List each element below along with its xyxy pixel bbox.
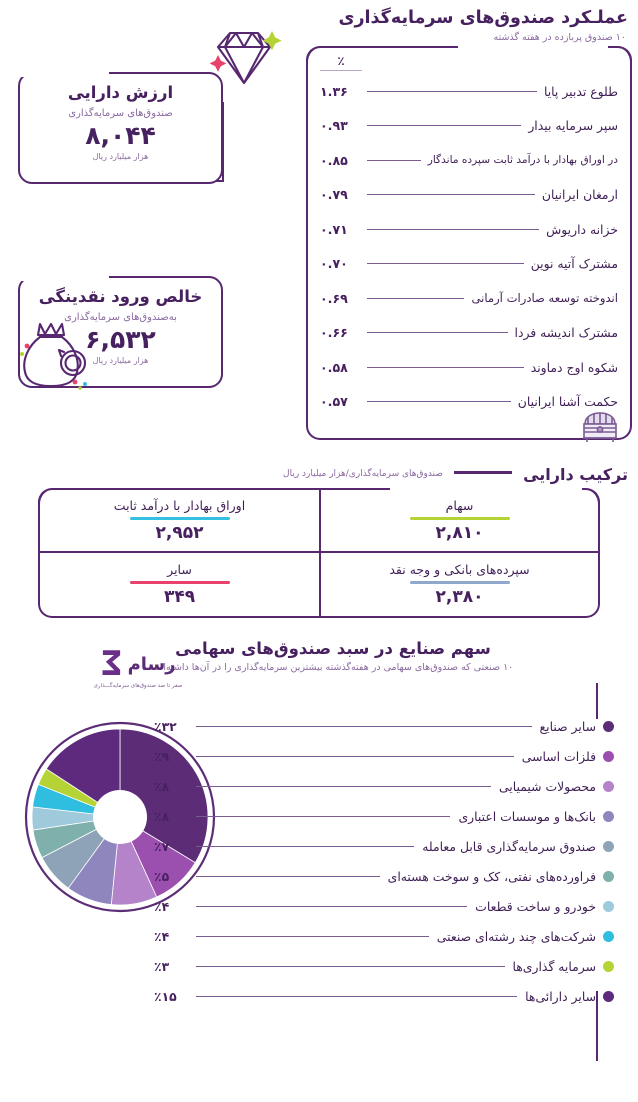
kpi-value: ۶,۵۳۲ — [85, 324, 156, 354]
fund-row[interactable] — [320, 178, 618, 213]
leader-line — [367, 91, 537, 92]
legend-item[interactable] — [154, 801, 614, 831]
composition-frame — [38, 490, 600, 618]
legend-value: ٪۳۲ — [154, 718, 177, 734]
legend-value: ٪۴ — [154, 928, 170, 944]
fund-row[interactable] — [320, 316, 618, 351]
cell-label: سهام — [445, 497, 474, 513]
legend-label: سایر دارائی‌ها — [525, 988, 596, 1004]
fund-row[interactable] — [320, 247, 618, 282]
kpi-value: ۸,۰۴۴ — [85, 120, 156, 150]
cell-label: اوراق بهادار با درآمد ثابت — [113, 497, 246, 513]
leader-line — [196, 966, 505, 967]
legend-bullet-icon — [603, 901, 614, 912]
fund-value: ۰.۷۰ — [320, 256, 348, 272]
cell-label: سایر — [167, 561, 192, 577]
fund-value: ۰.۹۳ — [320, 118, 348, 134]
fund-row[interactable] — [320, 74, 618, 109]
panel-subtitle: ۱۰ صندوق پربازده در هفته گذشته — [493, 31, 626, 43]
legend-label: سرمایه گذاری‌ها — [512, 958, 596, 974]
leader-line — [367, 194, 535, 195]
rasam-logo — [78, 644, 198, 690]
fund-name: خزانه داریوش — [546, 221, 618, 237]
panel-title: عملـکرد صندوق‌های سرمایه‌گذاری — [338, 8, 628, 28]
logo-wordmark: رسام — [127, 653, 176, 675]
cell-color-bar — [410, 581, 510, 584]
leader-line — [196, 816, 450, 817]
percent-header: ٪ — [320, 54, 362, 71]
leader-line — [367, 229, 539, 230]
treasure-chest-icon — [580, 410, 620, 444]
legend-label: فلزات اساسی — [521, 748, 596, 764]
cell-color-bar — [130, 517, 230, 520]
industry-subtitle: ۱۰ صنعتی که صندوق‌های سهامی در هفته‌گذشته بیشترین سرمایه‌گذاری را در آن‌ها داشته‌اند. — [152, 662, 514, 673]
legend-label: بانک‌ها و موسسات اعتباری — [458, 808, 596, 824]
fund-name: اندوخته توسعه صادرات آرمانی — [471, 291, 618, 306]
composition-cell-stocks — [319, 490, 598, 553]
donut-hole — [93, 790, 147, 844]
fund-value: ۱.۳۶ — [320, 83, 348, 99]
top-section — [0, 0, 638, 450]
cell-value: ۲,۳۸۰ — [435, 587, 484, 608]
composition-cell-other — [40, 553, 319, 616]
fund-name: مشترک آتیه نوین — [530, 256, 618, 272]
title-rule — [454, 471, 512, 473]
fund-value: ۰.۸۵ — [320, 152, 348, 168]
fund-performance-panel — [304, 8, 634, 440]
leader-line — [196, 726, 532, 727]
legend-bullet-icon — [603, 811, 614, 822]
kpi-card-asset-value — [18, 72, 223, 184]
leader-line — [367, 367, 524, 368]
kpi-title: ارزش دارایی — [67, 83, 174, 102]
fund-value: ۰.۶۹ — [320, 290, 348, 306]
industry-legend — [154, 711, 614, 1011]
fund-name: شکوه اوج دماوند — [530, 359, 618, 375]
legend-value: ٪۵ — [154, 868, 170, 884]
kpi-subtitle: به‌صندوق‌های سرمایه‌گذاری — [64, 311, 177, 323]
deco-dot — [20, 352, 24, 356]
leader-line — [367, 401, 511, 402]
cell-value: ۳۴۹ — [163, 587, 196, 608]
sparkle-pink-icon — [210, 55, 227, 72]
cell-label: سپرده‌های بانکی و وجه نقد — [389, 561, 530, 577]
composition-cell-deposits — [319, 553, 598, 616]
kpi-unit: هزار میلیارد ریال — [92, 355, 149, 365]
fund-value: ۰.۵۸ — [320, 359, 348, 375]
fund-row[interactable] — [320, 350, 618, 385]
fund-name: مشترک اندیشه فردا — [514, 325, 618, 341]
deco-dot — [78, 386, 82, 390]
composition-cell-fixed-income — [40, 490, 319, 553]
legend-item[interactable] — [154, 741, 614, 771]
deco-dot — [25, 344, 30, 349]
money-bag-icon — [18, 318, 100, 390]
cell-color-bar — [410, 517, 510, 520]
composition-title: ترکیب دارایی — [523, 465, 628, 484]
leader-line — [196, 906, 467, 907]
leader-line — [367, 160, 421, 161]
legend-item[interactable] — [154, 831, 614, 861]
leader-line — [367, 125, 521, 126]
kpi-unit: هزار میلیارد ریال — [92, 151, 149, 161]
legend-label: شرکت‌های چند رشته‌ای صنعتی — [436, 928, 596, 944]
fund-list — [320, 74, 618, 419]
legend-bullet-icon — [603, 961, 614, 972]
leader-line — [367, 263, 524, 264]
legend-value: ٪۴ — [154, 898, 170, 914]
diamond-icon — [206, 25, 284, 101]
legend-value: ٪۷ — [154, 838, 170, 854]
legend-bullet-icon — [603, 841, 614, 852]
panel-header — [304, 8, 634, 43]
fund-name: طلوع تدبیر پایا — [543, 83, 618, 99]
fund-name: ارمغان ایرانیان — [541, 187, 618, 203]
deco-dot — [83, 382, 87, 386]
legend-label: محصولات شیمیایی — [498, 778, 596, 794]
legend-bullet-icon — [603, 991, 614, 1002]
leader-line — [367, 332, 508, 333]
fund-row[interactable] — [320, 281, 618, 316]
fund-value: ۰.۷۹ — [320, 187, 348, 203]
leader-line — [196, 936, 429, 937]
fund-row[interactable] — [320, 109, 618, 144]
fund-name: در اوراق بهادار با درآمد ثابت سپرده ماندگار — [427, 154, 618, 167]
leader-line — [196, 996, 517, 997]
cell-color-bar — [130, 581, 230, 584]
fund-row[interactable] — [320, 212, 618, 247]
legend-item[interactable] — [154, 711, 614, 741]
industry-share-section — [0, 639, 638, 1069]
cell-value: ۲,۸۱۰ — [435, 523, 484, 544]
asset-composition-section — [0, 464, 638, 629]
panel-frame — [306, 48, 632, 440]
legend-value: ٪۳ — [154, 958, 170, 974]
legend-item[interactable] — [154, 981, 614, 1011]
legend-item[interactable] — [154, 891, 614, 921]
legend-bullet-icon — [603, 871, 614, 882]
logo-tagline: صفر تا صد صندوق‌های سرمایه‌گـــذاری — [93, 683, 183, 689]
fund-row[interactable] — [320, 385, 618, 420]
kpi-subtitle: صندوق‌های سرمایه‌گذاری — [68, 107, 173, 119]
deco-dot — [73, 380, 78, 385]
composition-note: صندوق‌های سرمایه‌گذاری/هزار میلیارد ریال — [283, 469, 443, 479]
legend-value: ٪۸ — [154, 808, 170, 824]
legend-bullet-icon — [603, 931, 614, 942]
legend-item[interactable] — [154, 771, 614, 801]
legend-value: ٪۹ — [154, 748, 170, 764]
fund-name: سپر سرمایه بیدار — [528, 118, 618, 134]
legend-item[interactable] — [154, 861, 614, 891]
leader-line — [367, 298, 464, 299]
leader-line — [196, 846, 414, 847]
legend-label: سایر صنایع — [539, 718, 596, 734]
leader-line — [196, 786, 491, 787]
sigma-icon: Σ — [100, 644, 124, 684]
legend-bullet-icon — [603, 721, 614, 732]
fund-value: ۰.۵۷ — [320, 394, 348, 410]
fund-row[interactable] — [320, 143, 618, 178]
legend-item[interactable] — [154, 921, 614, 951]
legend-bullet-icon — [603, 781, 614, 792]
legend-label: خودرو و ساخت قطعات — [475, 898, 596, 914]
kpi-title: خالص ورود نقدینگی — [38, 287, 203, 306]
fund-value: ۰.۶۶ — [320, 325, 348, 341]
legend-value: ٪۱۵ — [154, 988, 177, 1004]
leader-line — [196, 876, 380, 877]
cell-value: ۲,۹۵۲ — [155, 523, 204, 544]
legend-value: ٪۸ — [154, 778, 170, 794]
industry-title: سهم صنایع در سبد صندوق‌های سهامی — [175, 639, 491, 658]
legend-bullet-icon — [603, 751, 614, 762]
leader-line — [196, 756, 514, 757]
legend-item[interactable] — [154, 951, 614, 981]
legend-label: صندوق سرمایه‌گذاری قابل معامله — [422, 838, 596, 854]
fund-name: حکمت آشنا ایرانیان — [517, 394, 618, 410]
legend-label: فراورده‌های نفتی، کک و سوخت هسته‌ای — [387, 868, 596, 884]
fund-value: ۰.۷۱ — [320, 221, 348, 237]
